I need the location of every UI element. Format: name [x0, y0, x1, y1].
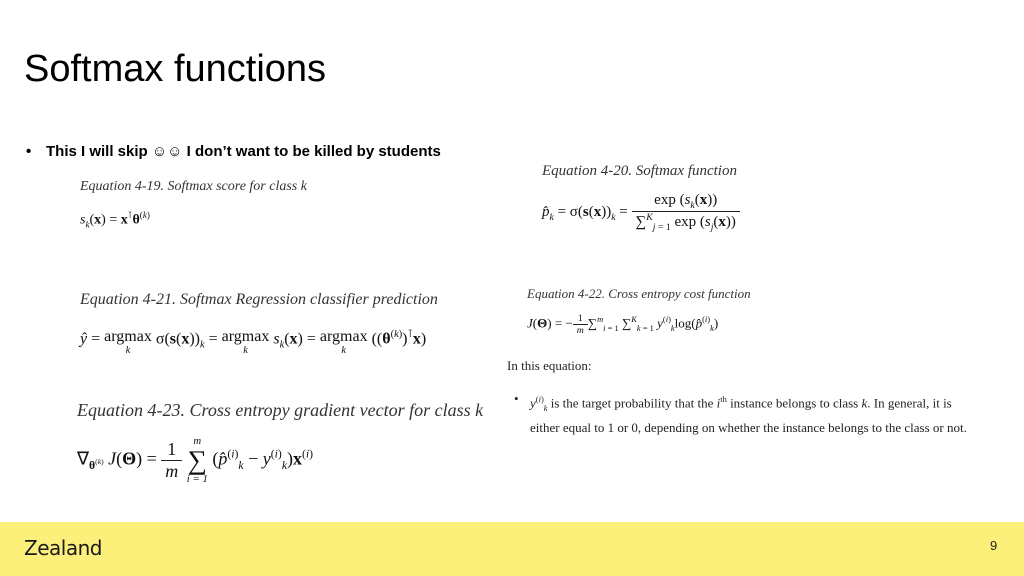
zealand-logo: Zealand: [24, 536, 102, 560]
footer-bar: [0, 522, 1024, 576]
eq-4-20-formula: $p̂_k = \sigma(s(x))_k$ = $\frac{\exp (s_k(x))}{\sum^K_{j = 1} \exp (s_j(x))}$: [542, 192, 740, 233]
eq-4-20-caption: Equation 4-20. Softmax function: [542, 163, 737, 179]
eq-4-22-formula: J(Θ) = − $\frac{1}{m}$ ∑$^m_{i = 1}$ ∑$^K_{k = 1}$ $y^{(i)}_k\log(p̂^{(i)}_k)$: [527, 313, 719, 336]
page-number: 9: [990, 538, 998, 553]
bullet-dot-icon: •: [26, 143, 32, 160]
explanation-intro: In this equation:: [507, 358, 592, 373]
explanation-text-c: . In general, it is either equal to 1 or 0, depending on whether the instance belongs to the class or not.: [530, 395, 967, 435]
explanation-text-a: is the target probability that the: [547, 395, 717, 411]
eq-4-19-caption: Equation 4-19. Softmax score for class k: [80, 179, 307, 194]
eq-4-22-caption: Equation 4-22. Cross entropy cost function: [527, 286, 751, 301]
explanation-bullet-dot-icon: •: [514, 391, 519, 406]
explanation-bullet: • $y^{(i)}_k$ is the target probability that the $i^{th}$ instance belongs to class k. In general, it is either equal to 1 or 0, depending on whether the instance belongs to the class or not.: [514, 391, 967, 435]
eq-4-19-formula: $s_k(x) = x^⊺\theta^{(k)}$: [80, 210, 150, 230]
explanation-text-b: instance belongs to class: [726, 395, 862, 411]
slide-title: Softmax functions: [24, 48, 327, 90]
eq-4-23-caption: Equation 4-23. Cross entropy gradient vector for class k: [77, 400, 484, 420]
bullet-text: This I will skip ☺☺ I don’t want to be killed by students: [46, 143, 441, 160]
eq-4-21-caption: Equation 4-21. Softmax Regression classifier prediction: [80, 291, 438, 308]
eq-4-23-formula: $\nabla_{\theta^{(k)}}$ J(Θ) = $\frac{1}{m}$ m ∑ i = 1 (p̂$^{(i)}_k$ − $y^{(i)}_k)x^{(i)}$: [77, 435, 314, 485]
eq-4-21-formula: ŷ = argmax k $\sigma(s(x))_k = argmax$ k $s_k(x) = argmax$ k $((\theta^{(k)})^⊺x)$: [80, 328, 427, 356]
bullet-point: [26, 142, 441, 162]
